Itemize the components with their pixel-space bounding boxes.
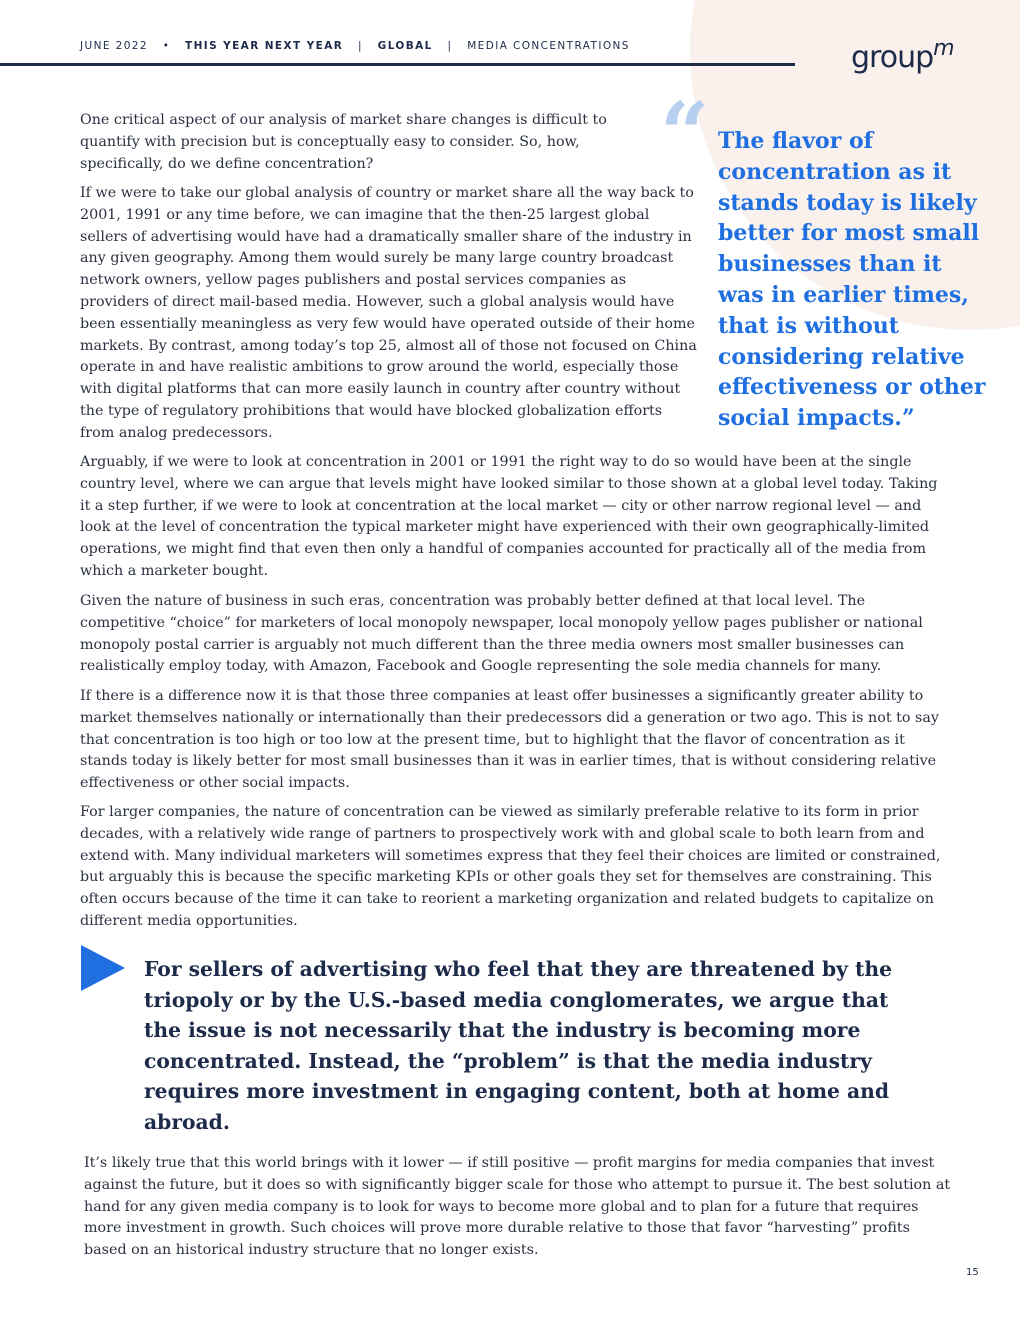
groupm-logo <box>851 36 954 75</box>
header-report-title: THIS YEAR NEXT YEAR <box>185 40 344 52</box>
header-date: JUNE 2022 <box>80 40 148 52</box>
body-paragraph-2: If we were to take our global analysis of country or market share all the way back to 2001, 1991 or any time before, we can imagine that the then-25 largest global sellers of advertising would have had a dramatically smaller share of the industry in any given geography. Among them would surely be many large country broadcast network owners, yellow pages publishers and postal services companies as providers of direct mail-based media. However, such a global analysis would have been essentially meaningless as very few would have operated outside of their home markets. By contrast, among today’s top 25, almost all of those not focused on China operate in and have realistic ambitions to grow around the world, especially those with digital platforms that can more easily launch in country after country without the type of regulatory prohibitions that would have blocked globalization efforts from analog predecessors. <box>80 185 697 441</box>
pull-quote: The flavor of concentration as it stands today is likely better for most small businesses than it was in earlier times, that is without considering relative effectiveness or other social impacts.” <box>718 128 986 432</box>
header-rule <box>0 63 795 66</box>
header-divider: | <box>447 40 453 52</box>
page-number: 15 <box>966 1267 979 1278</box>
header-region: GLOBAL <box>377 40 433 52</box>
header-bullet: • <box>162 40 171 52</box>
play-arrow-icon <box>81 945 125 991</box>
page-header <box>80 40 780 52</box>
body-paragraph-4: Given the nature of business in such eras, concentration was probably better defined at that local level. The competitive “choice” for marketers of local monopoly newspaper, local monopoly yellow pages publisher or national monopoly postal carrier is arguably not much different than the three media owners most smaller businesses can realistically employ today, with Amazon, Facebook and Google representing the sole media channels for many. <box>80 593 923 675</box>
logo-text: group <box>851 40 934 75</box>
logo-sup: m <box>933 36 954 61</box>
callout-statement: For sellers of advertising who feel that they are threatened by the triopoly or by the U.S.-based media conglomerates, we argue that the issue is not necessarily that the industry is becoming more concentrated. Instead, the “problem” is that the media industry requires more investment in engaging content, both at home and abroad. <box>144 957 893 1134</box>
body-paragraph-5: If there is a difference now it is that those three companies at least offer businesses a significantly greater ability to market themselves nationally or internationally than their predecessors did a generation or two ago. This is not to say that concentration is too high or too low at the present time, but to highlight that the flavor of concentration as it stands today is likely better for most small businesses than it was in earlier times, that is without considering relative effectiveness or other social impacts. <box>80 688 939 792</box>
body-paragraph-6: For larger companies, the nature of concentration can be viewed as similarly preferable relative to its form in prior decades, with a relatively wide range of partners to prospectively work with and global scale to both learn from and extend with. Many individual marketers will sometimes express that they feel their choices are limited or constrained, but arguably this is because the specific marketing KPIs or other goals they set for themselves are constraining. This often occurs because of the time it can take to reorient a marketing organization and related budgets to capitalize on different media opportunities. <box>80 804 941 929</box>
header-section: MEDIA CONCENTRATIONS <box>467 40 630 52</box>
body-paragraph-3: Arguably, if we were to look at concentration in 2001 or 1991 the right way to do so would have been at the single country level, where we can argue that levels might have looked similar to those shown at a global level today. Taking it a step further, if we were to look at concentration at the local market — city or other narrow regional level — and look at the level of concentration the typical marketer might have experienced with their own geographically-limited operations, we might find that even then only a handful of companies accounted for practically all of the media from which a marketer bought. <box>80 454 938 579</box>
body-paragraph-1: One critical aspect of our analysis of market share changes is difficult to quantify with precision but is conceptually easy to consider. So, how, specifically, do we define concentration? <box>80 112 607 172</box>
quote-mark-icon: “ <box>660 84 710 185</box>
header-divider: | <box>357 40 363 52</box>
body-paragraph-7: It’s likely true that this world brings with it lower — if still positive — profit margins for media companies that invest against the future, but it does so with significantly bigger scale for those who attempt to pursue it. The best solution at hand for any given media company is to look for ways to become more global and to plan for a future that requires more investment in growth. Such choices will prove more durable relative to those that favor “harvesting” profits based on an historical industry structure that no longer exists. <box>84 1155 951 1259</box>
